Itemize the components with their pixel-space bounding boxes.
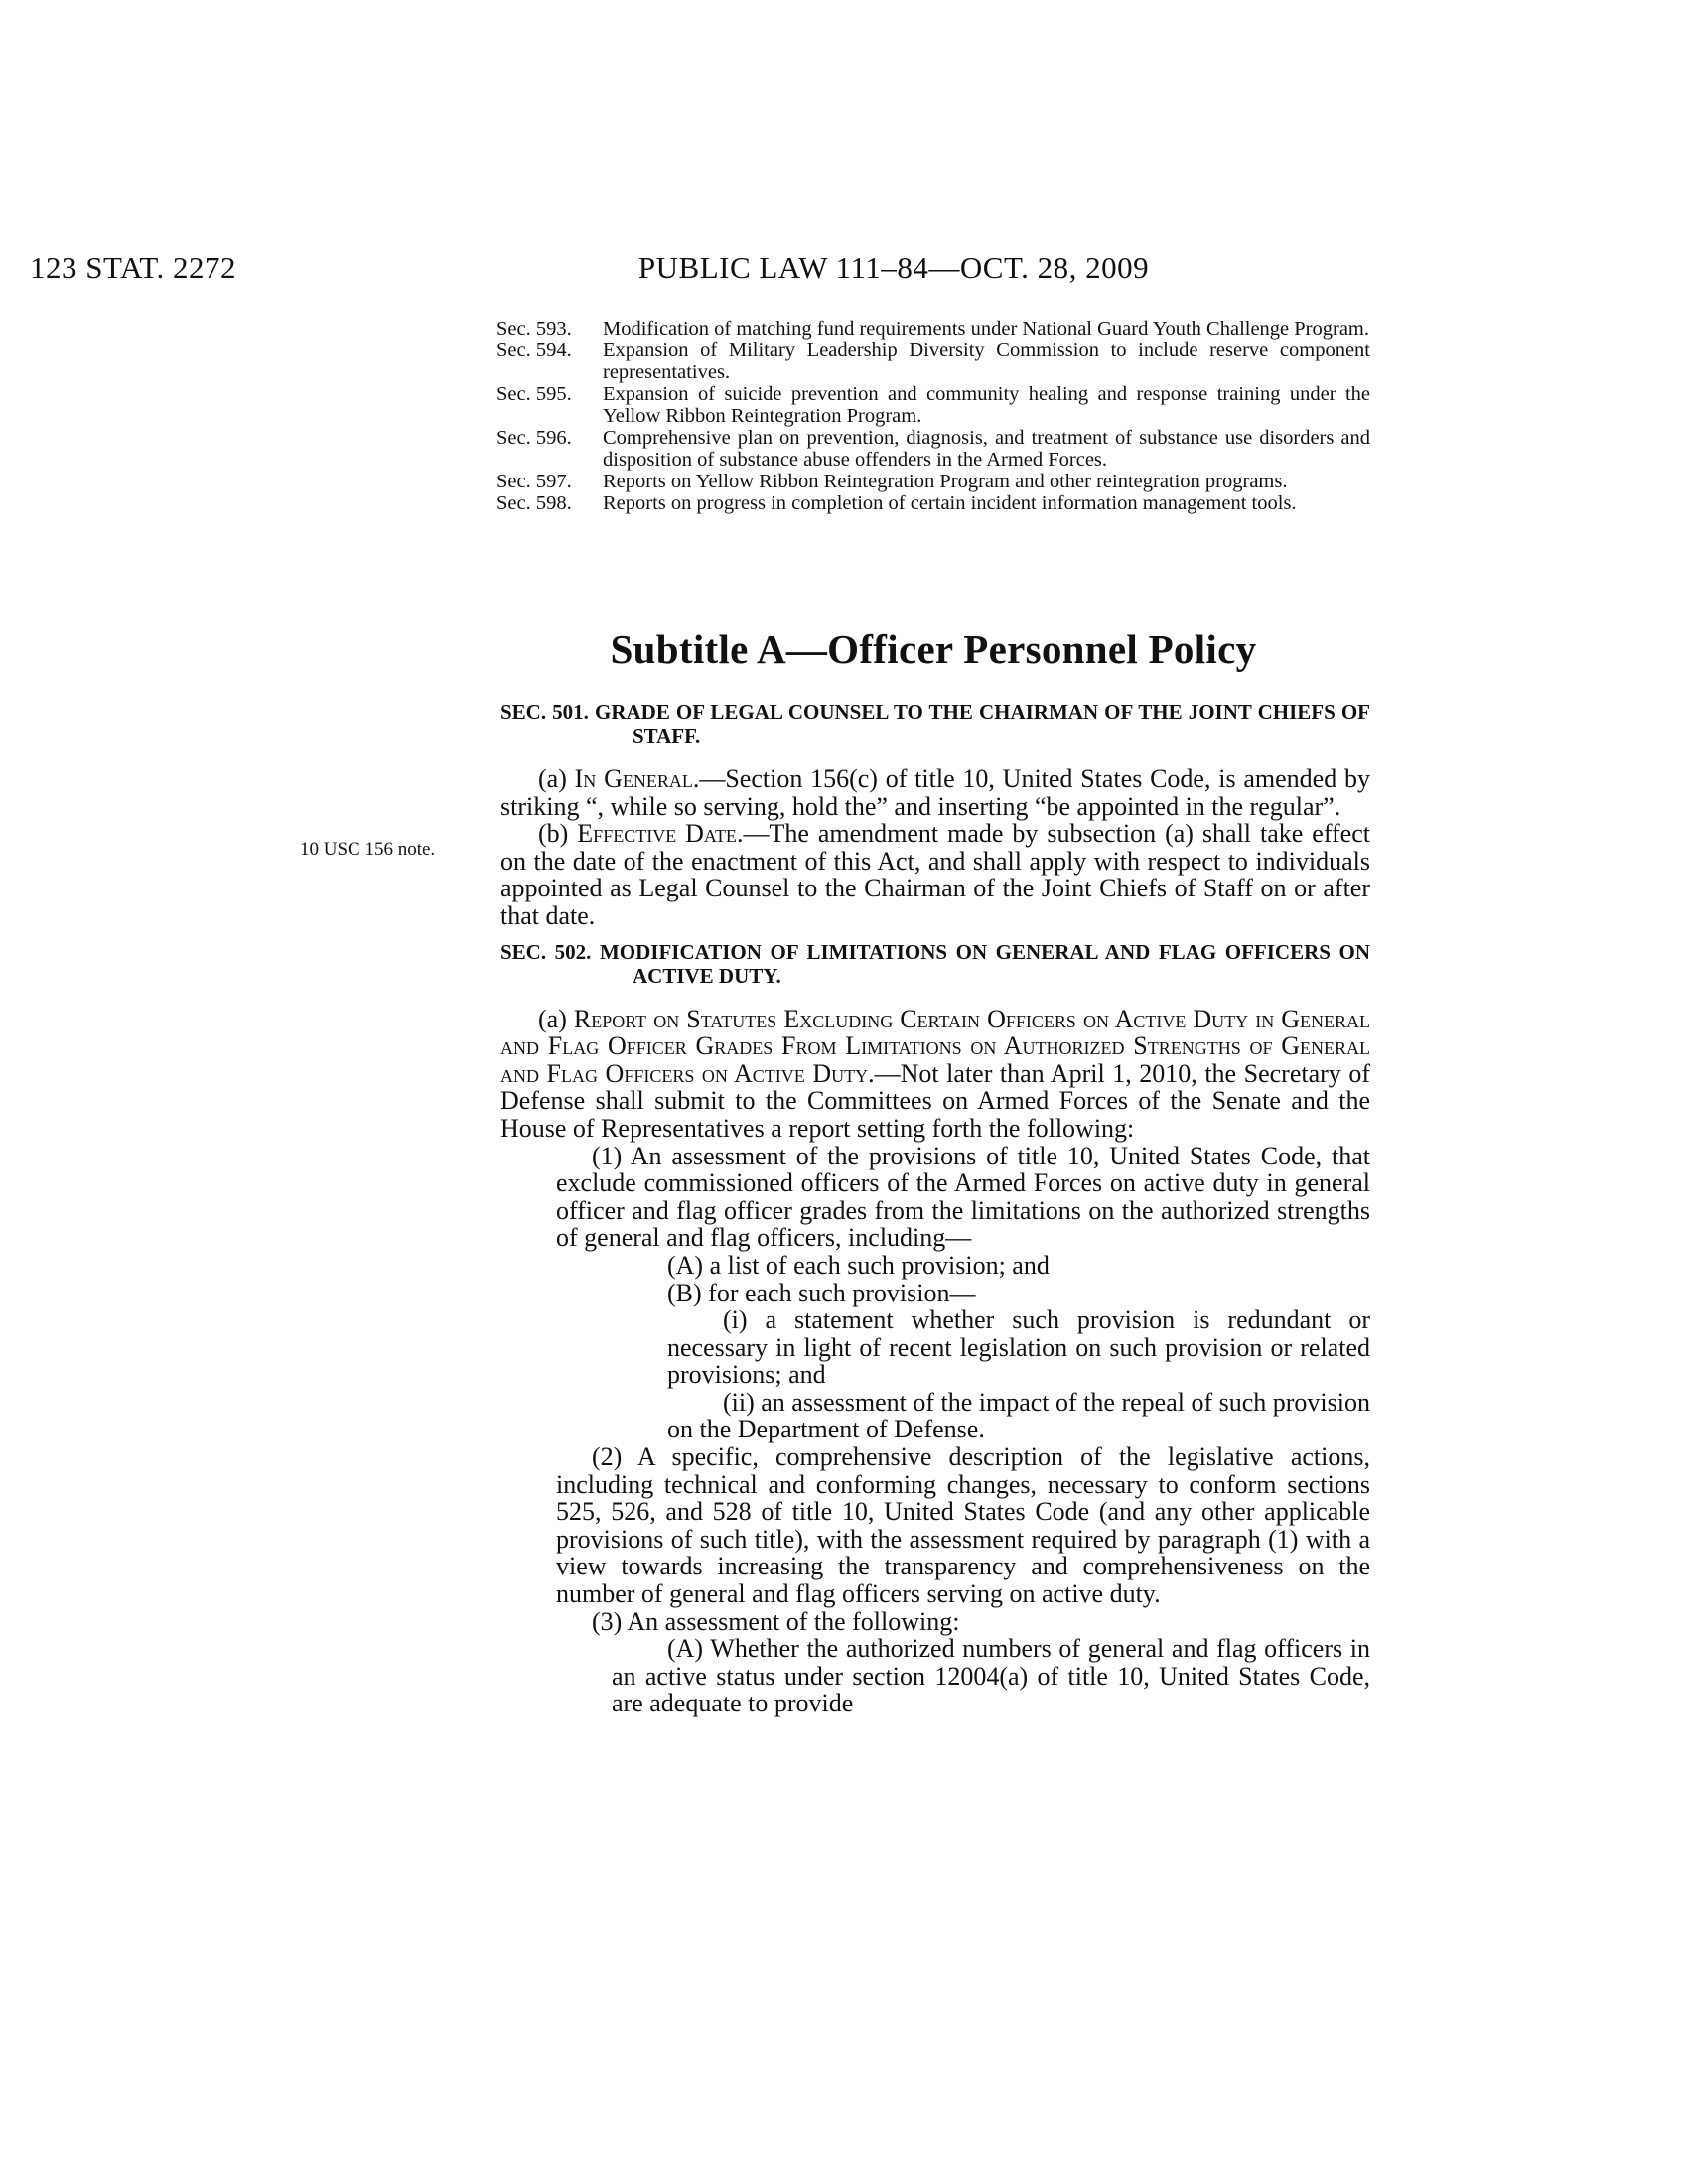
toc-sec-number: Sec. 598. (496, 492, 572, 514)
subsection-text: .—Not later than April 1, 2010, the Secretary of Defense shall submit to the Committees on Armed Forces of the Senate and the House of Representatives a report setting forth the following: (500, 1058, 1371, 1143)
toc-sec-number: Sec. 593. (496, 318, 572, 340)
paragraph-1: (1) An assessment of the provisions of title 10, United States Code, that exclude commissioned officers of the Armed Forces on active duty in general officer and flag officer grades from the limitations on the authorized strengths of general and flag officers, including— (556, 1141, 1370, 1253)
toc-sec-number: Sec. 595. (496, 383, 572, 405)
subtitle-heading: Subtitle A—Officer Personnel Policy (610, 626, 1257, 672)
subsection-caption: In General (574, 764, 693, 793)
subsection-label: (a) (538, 1004, 574, 1033)
paragraph-3: (3) An assessment of the following: (592, 1606, 960, 1636)
section-501-subsection-a (500, 765, 1370, 820)
document-body (500, 700, 1370, 1717)
subparagraph-3a: (A) Whether the authorized numbers of general and flag officers in an active status under section 12004(a) of title 10, United States Code, are adequate to provide (612, 1634, 1370, 1718)
clause-1b-i: (i) a statement whether such provision is redundant or necessary in light of recent legislation on such provision or related provisions; and (667, 1305, 1370, 1390)
table-of-contents (496, 318, 1370, 514)
subparagraph-1a: (A) a list of each such provision; and (667, 1250, 1050, 1280)
page-stat-number: 123 STAT. 2272 (30, 250, 237, 285)
section-502-subsection-a (500, 1006, 1370, 1143)
section-501-subsection-b (500, 820, 1370, 929)
public-law-title: PUBLIC LAW 111–84—OCT. 28, 2009 (637, 250, 1150, 285)
toc-item (496, 383, 1370, 427)
toc-sec-number: Sec. 597. (496, 471, 572, 492)
subsection-caption: Effective Date (577, 819, 737, 849)
toc-item (496, 471, 1370, 492)
toc-sec-number: Sec. 596. (496, 427, 572, 449)
toc-sec-title: Comprehensive plan on prevention, diagnosis, and treatment of substance use disorders and disposition of substance abuse offenders in the Armed Forces. (603, 427, 1370, 471)
subsection-text: .—The amendment made by subsection (a) shall take effect on the date of the enactment of this Act, and shall apply with respect to individuals appointed as Legal Counsel to the Chairman of the Joint Chiefs of Staff on or after that date. (500, 819, 1370, 930)
subsection-label: (a) (538, 764, 575, 793)
subsection-label: (b) (538, 819, 578, 849)
toc-sec-number: Sec. 594. (496, 340, 572, 361)
subsection-caption: Report on Statutes Excluding Certain Officers on Active Duty in General and Flag Officer Grades From Limitations on Authorized Strengths of General and Flag Officers on Active Duty (500, 1004, 1370, 1088)
toc-sec-title: Reports on progress in completion of certain incident information management tools. (603, 492, 1297, 514)
toc-sec-title: Reports on Yellow Ribbon Reintegration Program and other reintegration programs. (603, 471, 1288, 492)
subparagraph-1b: (B) for each such provision— (667, 1278, 976, 1307)
clause-1b-ii: (ii) an assessment of the impact of the repeal of such provision on the Department of Defense. (667, 1387, 1370, 1444)
running-header (0, 250, 1688, 286)
subsection-text: .—Section 156(c) of title 10, United States Code, is amended by striking “, while so serving, hold the” and inserting “be appointed in the regular”. (500, 764, 1370, 821)
toc-sec-title: Modification of matching fund requirements under National Guard Youth Challenge Program. (603, 318, 1370, 340)
toc-item (496, 340, 1370, 383)
section-501-heading: SEC. 501. GRADE OF LEGAL COUNSEL TO THE CHAIRMAN OF THE JOINT CHIEFS OF STAFF. (500, 700, 1370, 748)
toc-item (496, 427, 1370, 471)
section-502-heading: SEC. 502. MODIFICATION OF LIMITATIONS ON GENERAL AND FLAG OFFICERS ON ACTIVE DUTY. (500, 939, 1370, 988)
toc-sec-title: Expansion of Military Leadership Diversity Commission to include reserve component representatives. (603, 340, 1370, 383)
paragraph-2: (2) A specific, comprehensive description of the legislative actions, including technical and conforming changes, necessary to conform sections 525, 526, and 528 of title 10, United States Code (and any other applicable provisions of such title), with the assessment required by paragraph (1) with a view towards increasing the transparency and comprehensiveness on the number of general and flag officers serving on active duty. (556, 1442, 1370, 1609)
toc-sec-title: Expansion of suicide prevention and community healing and response training under the Yellow Ribbon Reintegration Program. (603, 383, 1370, 427)
toc-item (496, 318, 1370, 340)
toc-item (496, 492, 1370, 514)
margin-note: 10 USC 156 note. (300, 839, 436, 860)
